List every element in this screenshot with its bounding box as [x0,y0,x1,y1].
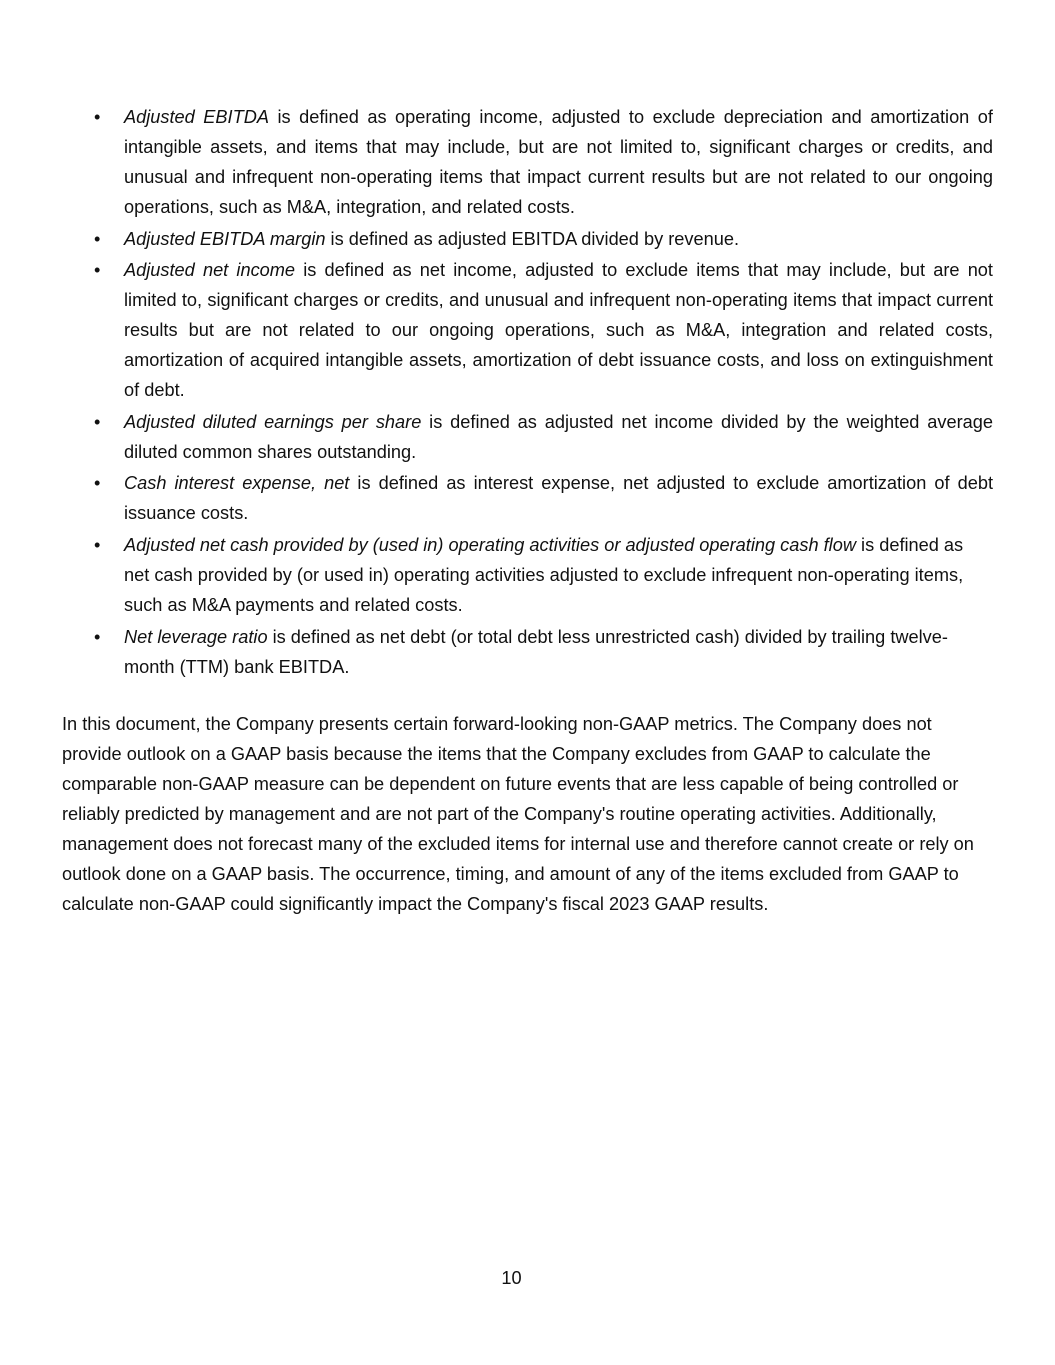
definition-adjusted-operating-cash-flow [94,530,993,620]
page-number: 10 [501,1268,522,1288]
bullet: • [94,411,101,432]
definition-adjusted-ebitda-margin [94,224,993,254]
definition-term: Adjusted EBITDA [124,107,269,127]
definition-text: is defined as interest expense, net adjusted to exclude amortization of debt issuance costs. [124,473,993,524]
definition-text: is defined as net income, adjusted to exclude items that may include, but are not limited to, significant charges or credits, and unusual and infrequent non-operating items that impact current results but are not related to our ongoing operations, such as M&A, integration and related costs, amortization of acquired intangible assets, amortization of debt issuance costs, and loss on extinguishment of debt. [124,260,993,401]
definition-adjusted-ebitda [94,102,993,222]
definition-term: Adjusted diluted earnings per share [124,411,422,432]
definition-text: is defined as operating income, adjusted to exclude depreciation and amortization of intangible assets, and items that may include, but are not limited to, significant charges or credits, and unusual and infrequent non-operating items that impact current results but are not related to our ongoing operations, such as M&A, integration, and related costs. [124,107,993,217]
non-gaap-outlook-paragraph: In this document, the Company presents certain forward-looking non-GAAP metrics. The Company does not provide outlook on a GAAP basis because the items that the Company excludes from GAAP to calculate the comparable non-GAAP measure can be dependent on future events that are less capable of being controlled or reliably predicted by management and are not part of the Company's routine operating activities. Additionally, management does not forecast many of the excluded items for internal use and therefore cannot create or rely on outlook done on a GAAP basis. The occurrence, timing, and amount of any of the items excluded from GAAP to calculate non-GAAP could significantly impact the Company's fiscal 2023 GAAP results. [62,714,974,914]
definitions-list [94,102,993,683]
definition-adjusted-net-income [94,255,993,405]
bullet: • [94,260,101,281]
definition-term: Net leverage ratio [124,626,268,647]
bullet: • [94,228,101,249]
definition-term: Cash interest expense, net [124,473,350,494]
definition-text: is defined as adjusted EBITDA divided by revenue. [325,228,740,249]
bullet: • [94,473,101,494]
definition-term: Adjusted net income [124,260,296,281]
bullet: • [94,534,101,555]
definition-term: Adjusted net cash provided by (used in) operating activities or adjusted operating cash flow [124,534,856,555]
bullet: • [94,626,101,647]
bullet: • [94,107,101,127]
definition-cash-interest-expense [94,468,993,528]
definition-adjusted-diluted-eps [94,407,993,467]
definition-term: Adjusted EBITDA margin [124,228,326,249]
definition-net-leverage-ratio [94,622,993,682]
definition-text: is defined as net debt (or total debt less unrestricted cash) divided by trailing twelve-month (TTM) bank EBITDA. [124,626,948,677]
definition-text: is defined as net cash provided by (or used in) operating activities adjusted to exclude infrequent non-operating items, such as M&A payments and related costs. [124,534,964,615]
definition-text: is defined as adjusted net income divided by the weighted average diluted common shares outstanding. [124,411,993,462]
